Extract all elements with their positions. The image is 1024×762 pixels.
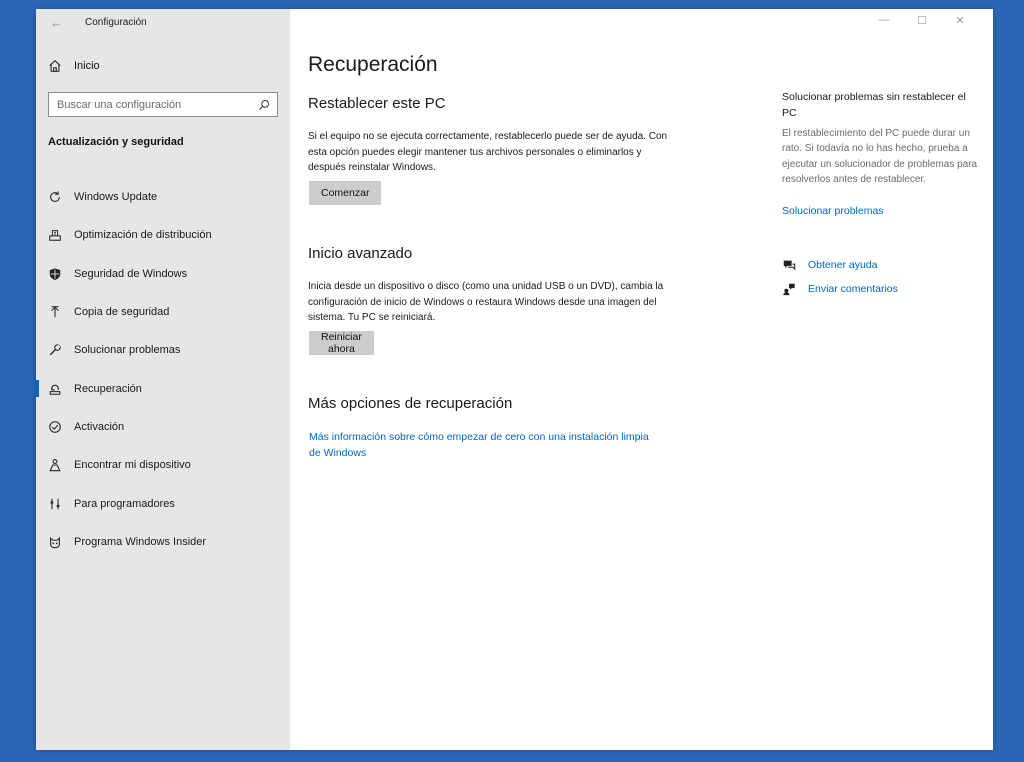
restart-now-button[interactable]: Reiniciar ahora xyxy=(309,331,374,355)
window-title: Configuración xyxy=(85,17,147,28)
get-help-label: Obtener ayuda xyxy=(808,259,878,271)
backup-icon xyxy=(48,305,62,319)
home-label: Inicio xyxy=(74,60,100,72)
reset-heading: Restablecer este PC xyxy=(308,95,446,112)
insider-icon xyxy=(48,535,62,549)
feedback-icon xyxy=(782,282,796,296)
advanced-heading: Inicio avanzado xyxy=(308,245,413,262)
sidebar-item-label: Optimización de distribución xyxy=(74,229,212,242)
settings-window xyxy=(36,9,993,750)
related-description: El restablecimiento del PC puede durar un rato. Si todavía no lo has hecho, prueba a ejecutar un solucionador de problemas para resolverlos antes de restablecer. xyxy=(782,128,978,185)
find-device-icon xyxy=(48,458,62,472)
sidebar-item-troubleshoot[interactable] xyxy=(36,331,290,369)
sidebar-item-label: Seguridad de Windows xyxy=(74,267,188,280)
sidebar-item-label: Encontrar mi dispositivo xyxy=(74,459,191,472)
window-controls xyxy=(865,14,979,27)
sidebar-item-label: Solucionar problemas xyxy=(74,344,181,357)
page-title: Recuperación xyxy=(308,53,438,76)
advanced-description: Inicia desde un dispositivo o disco (como una unidad USB o un DVD), cambia la configuración de inicio de Windows o restaura Windows desde una imagen del sistema. Tu PC se reiniciará. xyxy=(308,281,664,323)
get-help-link[interactable] xyxy=(782,258,877,272)
sidebar-item-find-my-device[interactable] xyxy=(36,446,290,484)
sidebar-item-delivery-optimization[interactable] xyxy=(36,216,290,254)
sidebar-item-label: Copia de seguridad xyxy=(74,306,170,319)
send-feedback-link[interactable] xyxy=(782,282,898,296)
more-options-heading: Más opciones de recuperación xyxy=(308,395,513,412)
close-button[interactable]: ✕ xyxy=(955,15,965,27)
sidebar-item-windows-update[interactable] xyxy=(36,178,290,216)
troubleshoot-link[interactable]: Solucionar problemas xyxy=(782,205,884,217)
home-icon xyxy=(48,59,62,73)
sidebar xyxy=(36,9,290,750)
reset-description: Si el equipo no se ejecuta correctamente, restablecerlo puede ser de ayuda. Con esta opción puedes elegir mantener tus archivos personales o eliminarlos y después reinstalar Windows. xyxy=(308,131,668,173)
section-title: Actualización y seguridad xyxy=(48,136,184,148)
sidebar-item-activation[interactable] xyxy=(36,408,290,446)
home-nav[interactable] xyxy=(48,59,100,73)
sidebar-item-developers[interactable] xyxy=(36,484,290,522)
recovery-icon xyxy=(48,382,62,396)
related-title: Solucionar problemas sin restablecer el PC xyxy=(782,91,966,119)
search-icon[interactable] xyxy=(258,99,270,111)
search-input[interactable] xyxy=(49,93,249,116)
back-button[interactable]: ← xyxy=(50,15,63,30)
start-button[interactable]: Comenzar xyxy=(309,181,381,205)
sidebar-item-backup[interactable] xyxy=(36,293,290,331)
sidebar-item-label: Windows Update xyxy=(74,191,158,204)
send-feedback-label: Enviar comentarios xyxy=(808,283,898,295)
help-chat-icon xyxy=(782,258,796,272)
sidebar-item-label: Recuperación xyxy=(74,382,142,395)
search-box xyxy=(48,92,278,117)
minimize-button[interactable]: — xyxy=(878,14,890,26)
sidebar-item-windows-insider[interactable] xyxy=(36,523,290,561)
delivery-icon xyxy=(48,228,62,242)
developer-icon xyxy=(48,497,62,511)
sync-icon xyxy=(48,190,62,204)
sidebar-item-label: Activación xyxy=(74,420,125,433)
sidebar-nav xyxy=(36,178,290,561)
clean-install-link[interactable]: Más información sobre cómo empezar de cero con una instalación limpia de Windows xyxy=(309,431,649,459)
sidebar-item-label: Programa Windows Insider xyxy=(74,535,207,548)
activation-icon xyxy=(48,420,62,434)
maximize-button[interactable]: ☐ xyxy=(917,15,927,27)
wrench-icon xyxy=(48,343,62,357)
shield-icon xyxy=(48,267,62,281)
sidebar-item-label: Para programadores xyxy=(74,497,175,510)
sidebar-item-windows-security[interactable] xyxy=(36,255,290,293)
sidebar-item-recovery[interactable] xyxy=(36,369,290,407)
